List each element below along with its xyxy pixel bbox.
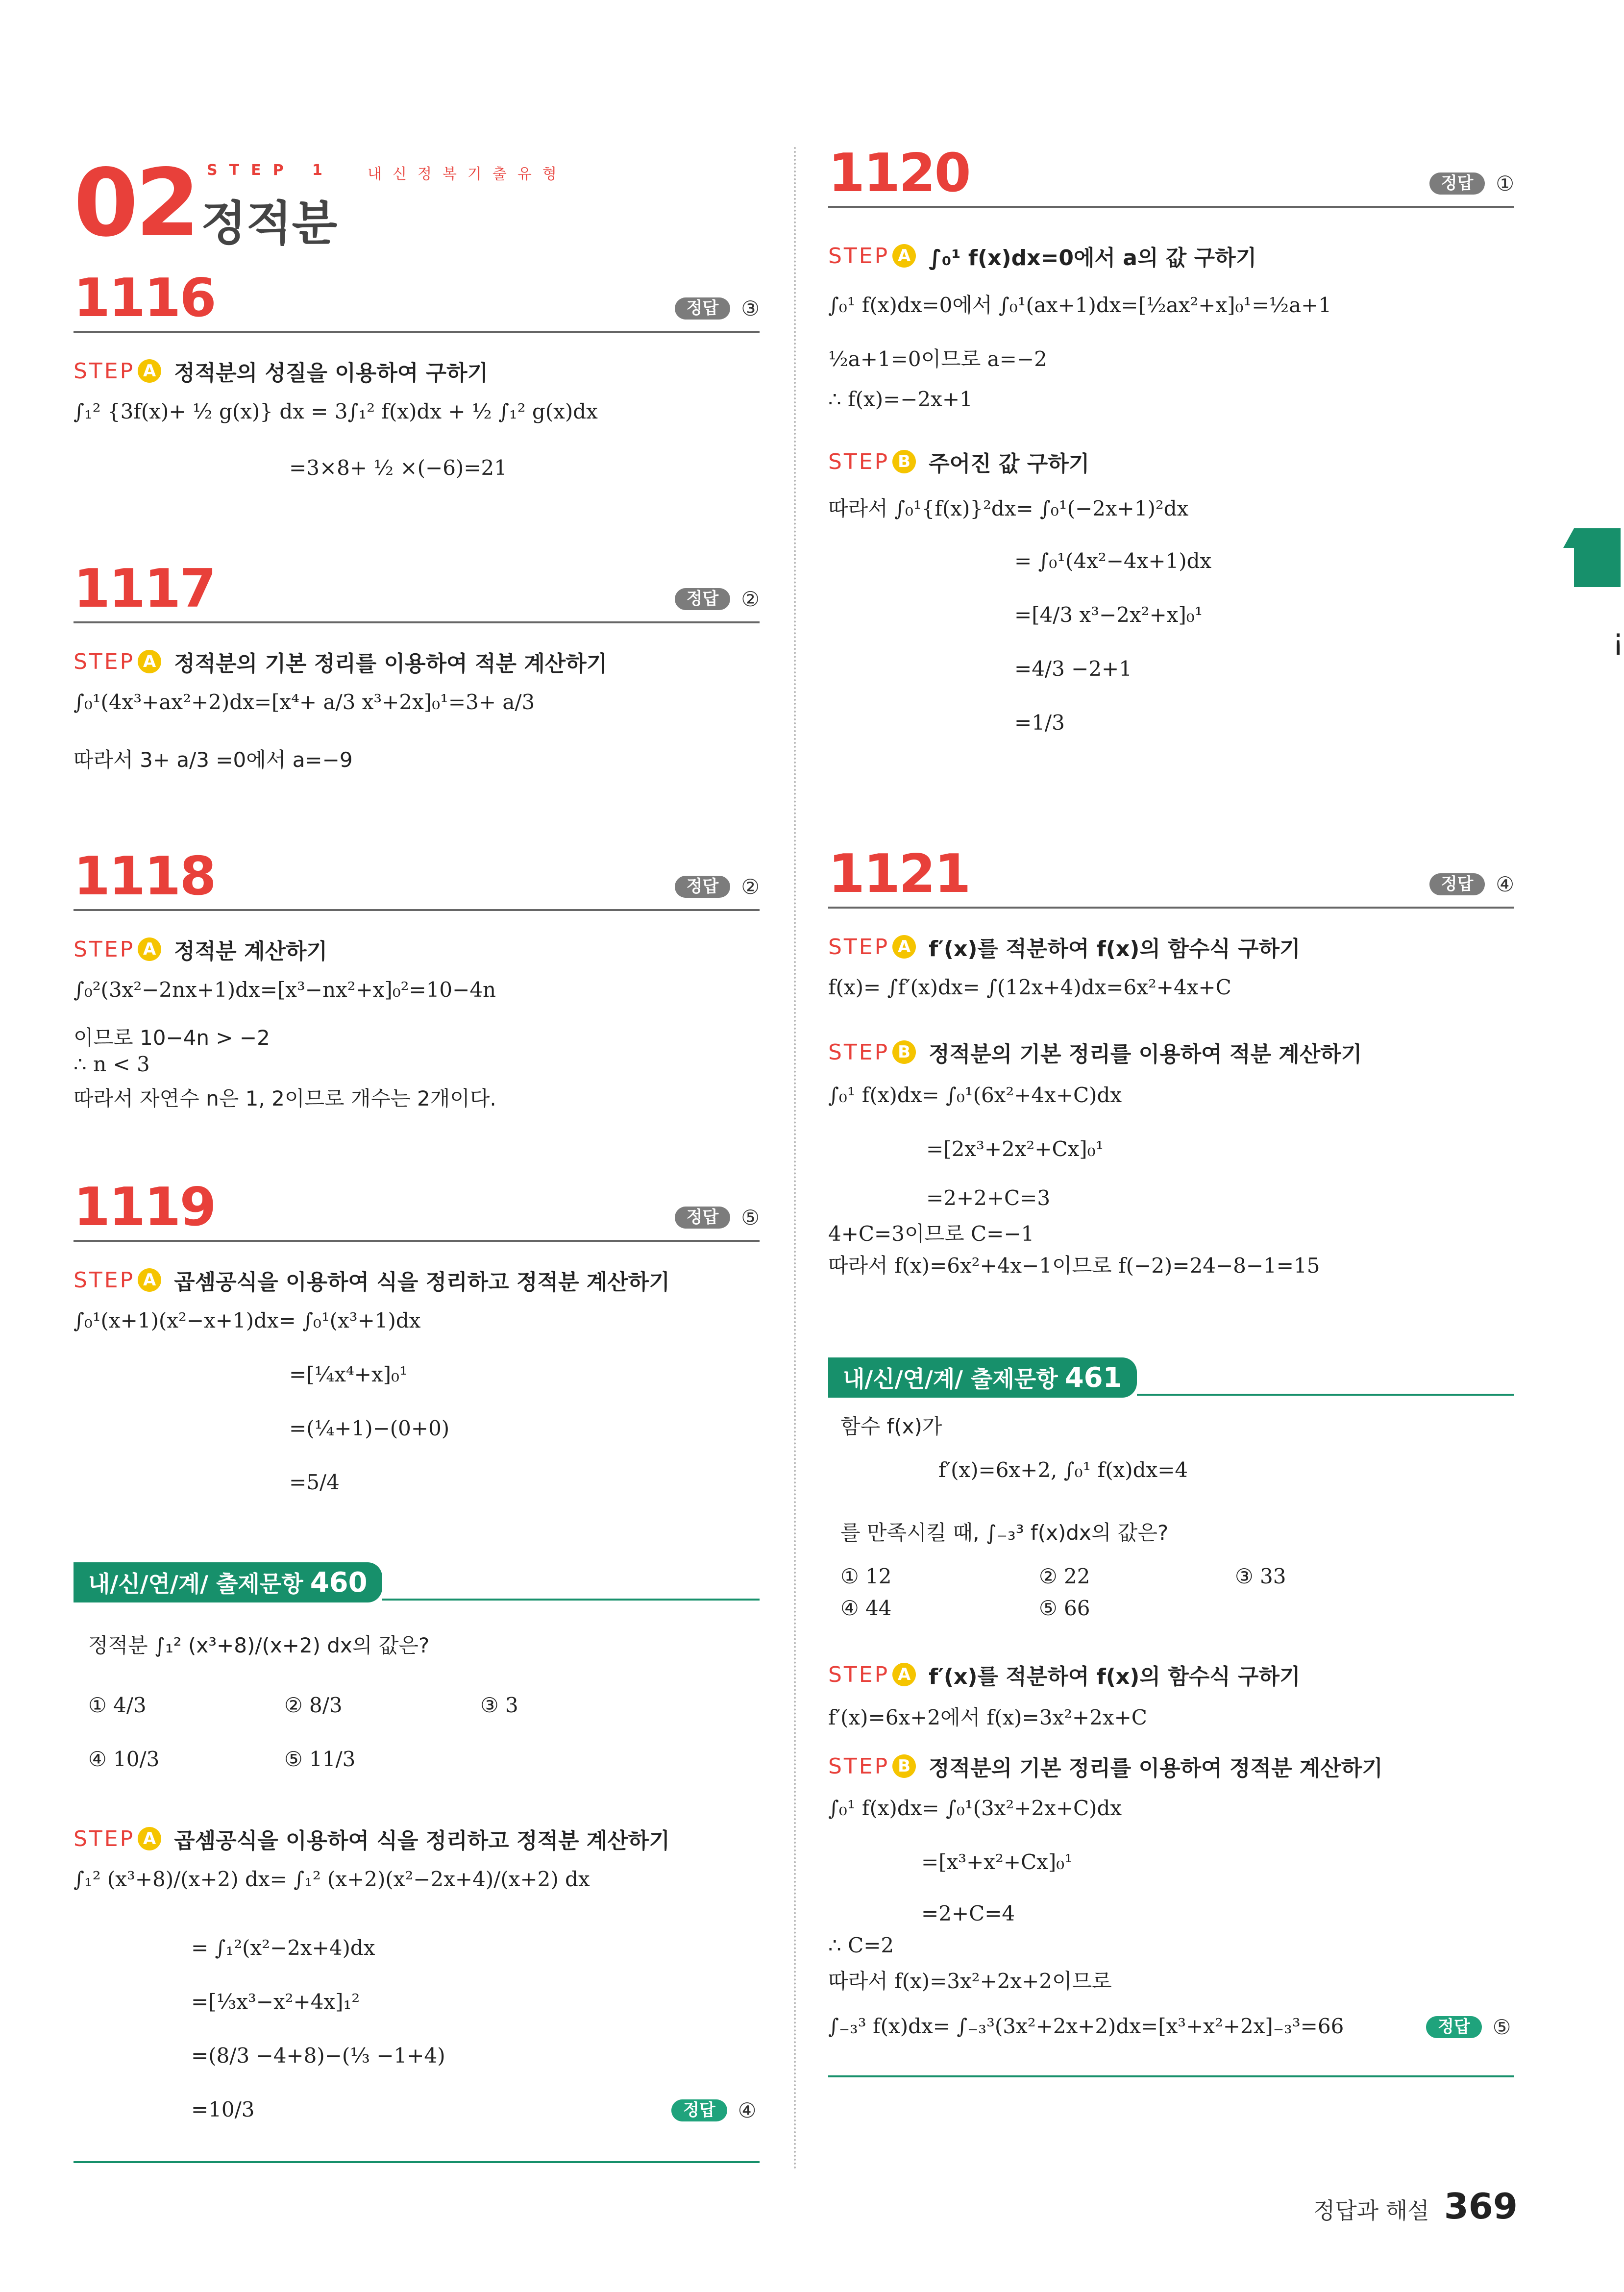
step-a — [74, 1264, 670, 1296]
problem-header — [74, 268, 760, 333]
step-b-circle: B — [892, 450, 916, 473]
solution-line: ∴ n < 3 — [74, 1052, 150, 1076]
solution-line: 따라서 f(x)=3x²+2x+2이므로 — [828, 1969, 1112, 1993]
box461-step-a — [828, 1659, 1301, 1690]
choice: ⑤ 11/3 — [284, 1747, 356, 1771]
solution-line: =4/3 −2+1 — [1014, 657, 1132, 681]
solution-line: 따라서 3+ a/3 =0에서 a=−9 — [74, 748, 353, 772]
step-word: STEP — [828, 1662, 890, 1687]
solution-line: =2+C=4 — [921, 1901, 1015, 1925]
problem-number: 1119 — [74, 1177, 215, 1238]
box460-answer-badge — [671, 2098, 756, 2122]
solution-line: ∫₋₃³ f(x)dx= ∫₋₃³(3x²+2x+2)dx=[x³+x²+2x]₋₃³=66 — [828, 2014, 1344, 2038]
related-problem-label — [74, 1562, 382, 1602]
answer-value: ④ — [738, 2098, 757, 2122]
step-word: STEP — [828, 934, 890, 960]
related-question-line: 를 만족시킬 때, ∫₋₃³ f(x)dx의 값은? — [840, 1521, 1169, 1545]
solution-line: 따라서 ∫₀¹{f(x)}²dx= ∫₀¹(−2x+1)²dx — [828, 496, 1189, 520]
step-a-circle: A — [138, 1827, 161, 1850]
footer-text: 정답과 해설 — [1313, 2197, 1429, 2224]
related-label-text: 내/신/연/계/ 출제문항 — [88, 1571, 303, 1597]
answer-value: ④ — [1496, 872, 1514, 896]
choice: ① 4/3 — [88, 1693, 147, 1717]
solution-line: ∫₁² {3f(x)+ ½ g(x)} dx = 3∫₁² f(x)dx + ½ ∫₁² g(x)dx — [74, 399, 598, 423]
answer-value: ② — [741, 587, 760, 611]
related-problem-number: 461 — [1064, 1361, 1122, 1394]
answer-value: ③ — [741, 296, 760, 320]
choice: ① 12 — [840, 1564, 892, 1588]
answer-tag: 정답 — [675, 1207, 731, 1229]
step-word: STEP — [74, 649, 135, 674]
step-b-circle: B — [892, 1754, 916, 1778]
answer-tag: 정답 — [675, 588, 731, 610]
solution-line: =3×8+ ½ ×(−6)=21 — [289, 456, 507, 480]
step-a-circle: A — [138, 1268, 161, 1292]
solution-line: =5/4 — [289, 1470, 340, 1494]
step-a — [74, 646, 607, 677]
choice: ⑤ 66 — [1039, 1596, 1090, 1620]
problem-1118 — [74, 846, 760, 1125]
header-rule — [1137, 1394, 1514, 1396]
step-word: STEP — [74, 358, 135, 384]
step-a-title: ∫₀¹ f(x)dx=0에서 a의 값 구하기 — [929, 246, 1257, 271]
problem-1117 — [74, 558, 760, 798]
step-a — [74, 355, 488, 387]
problem-header — [828, 143, 1514, 208]
step-a-title: 곱셈공식을 이용하여 식을 정리하고 정적분 계산하기 — [174, 1828, 670, 1853]
step-a-circle: A — [892, 935, 916, 959]
answer-badge — [1429, 872, 1514, 896]
answer-badge — [675, 875, 760, 899]
header-rule — [382, 1599, 760, 1601]
solution-line: =10/3 — [191, 2097, 255, 2121]
solution-line: =[¼x⁴+x]₀¹ — [289, 1362, 408, 1386]
related-question-line: 함수 f(x)가 — [840, 1414, 942, 1438]
solution-line: ∫₀¹(x+1)(x²−x+1)dx= ∫₀¹(x³+1)dx — [74, 1308, 421, 1332]
solution-line: =[4/3 x³−2x²+x]₀¹ — [1014, 603, 1203, 627]
solution-line: ∫₀²(3x²−2nx+1)dx=[x³−nx²+x]₀²=10−4n — [74, 978, 496, 1002]
choice: ④ 10/3 — [88, 1747, 160, 1771]
problem-header — [74, 846, 760, 911]
problem-1121 — [828, 843, 1514, 1289]
step-a — [828, 931, 1301, 962]
related-problem-461-header — [828, 1357, 1514, 1398]
step-a-title: 곱셈공식을 이용하여 식을 정리하고 정적분 계산하기 — [174, 1270, 670, 1295]
step-b-title: 주어진 값 구하기 — [929, 451, 1090, 476]
problem-1119 — [74, 1177, 760, 1524]
column-divider — [794, 147, 796, 2171]
solution-line: ∫₁² (x³+8)/(x+2) dx= ∫₁² (x+2)(x²−2x+4)/(x+2) dx — [74, 1867, 590, 1891]
step-a-title: 정적분 계산하기 — [174, 939, 327, 964]
solution-line: ∫₀¹ f(x)dx= ∫₀¹(6x²+4x+C)dx — [828, 1083, 1122, 1107]
answer-tag: 정답 — [675, 297, 731, 320]
box461-step-b — [828, 1750, 1383, 1782]
step-word: STEP — [74, 937, 135, 962]
choice: ② 8/3 — [284, 1693, 343, 1717]
step-a-title: 정적분의 성질을 이용하여 구하기 — [174, 361, 489, 386]
solution-line: =[2x³+2x²+Cx]₀¹ — [926, 1137, 1104, 1161]
related-question: 정적분 ∫₁² (x³+8)/(x+2) dx의 값은? — [88, 1633, 430, 1657]
step-word: STEP — [828, 1753, 890, 1779]
solution-line: 따라서 f(x)=6x²+4x−1이므로 f(−2)=24−8−1=15 — [828, 1254, 1320, 1278]
solution-line: 4+C=3이므로 C=−1 — [828, 1222, 1034, 1246]
related-problem-460-header — [74, 1562, 760, 1602]
box460-step-a — [74, 1823, 670, 1854]
answer-badge — [675, 296, 760, 320]
step-b-title: 정적분의 기본 정리를 이용하여 정적분 계산하기 — [929, 1756, 1383, 1781]
answer-badge — [675, 1206, 760, 1230]
step-word: STEP — [828, 1039, 890, 1065]
problem-number: 1121 — [828, 843, 970, 905]
step-word: STEP — [828, 449, 890, 474]
solution-line: =(8/3 −4+8)−(⅓ −1+4) — [191, 2044, 445, 2068]
box461-answer-badge — [1426, 2015, 1511, 2039]
solution-line: f(x)= ∫f′(x)dx= ∫(12x+4)dx=6x²+4x+C — [828, 975, 1231, 999]
related-label-text: 내/신/연/계/ 출제문항 — [843, 1366, 1058, 1392]
problem-header — [828, 843, 1514, 909]
solution-line: =[⅓x³−x²+4x]₁² — [191, 1990, 360, 2014]
answer-tag: 정답 — [1426, 2016, 1482, 2038]
chapter-number: 02 — [74, 149, 197, 257]
answer-value: ⑤ — [1492, 2015, 1511, 2039]
step-a-circle: A — [892, 244, 916, 268]
problem-number: 1120 — [828, 143, 970, 204]
solution-line: = ∫₁²(x²−2x+4)dx — [191, 1936, 375, 1960]
box461-bottom-rule — [828, 2075, 1514, 2077]
answer-value: ① — [1496, 172, 1514, 196]
step-a-circle: A — [138, 359, 161, 383]
step-word: STEP — [74, 1267, 135, 1293]
step-a-circle: A — [138, 937, 161, 961]
answer-tag: 정답 — [1429, 173, 1485, 195]
step-b-circle: B — [892, 1040, 916, 1064]
problem-1116 — [74, 268, 760, 527]
side-index-tab — [1574, 528, 1621, 587]
step-a-title: 정적분의 기본 정리를 이용하여 적분 계산하기 — [174, 651, 608, 676]
solution-line: f′(x)=6x+2에서 f(x)=3x²+2x+C — [828, 1705, 1147, 1729]
solution-line: 따라서 자연수 n은 1, 2이므로 개수는 2개이다. — [74, 1086, 496, 1110]
solution-line: ∫₀¹ f(x)dx=0에서 ∫₀¹(ax+1)dx=[½ax²+x]₀¹=½a+1 — [828, 293, 1332, 317]
step-b — [828, 446, 1089, 477]
solution-line: =[x³+x²+Cx]₀¹ — [921, 1850, 1073, 1874]
problem-header — [74, 558, 760, 623]
box460-bottom-rule — [74, 2161, 760, 2163]
problem-1120 — [828, 143, 1514, 755]
solution-line: ∴ f(x)=−2x+1 — [828, 387, 973, 411]
solution-line: ∫₀¹ f(x)dx= ∫₀¹(3x²+2x+C)dx — [828, 1796, 1122, 1820]
step-word: STEP — [74, 1826, 135, 1851]
answer-tag: 정답 — [675, 876, 731, 898]
problem-number: 1117 — [74, 558, 215, 619]
problem-header — [74, 1177, 760, 1242]
solution-line: =2+2+C=3 — [926, 1186, 1051, 1210]
problem-number: 1116 — [74, 268, 215, 329]
step-a — [74, 934, 327, 965]
answer-badge — [675, 587, 760, 611]
choice: ③ 3 — [480, 1693, 518, 1717]
page-footer — [1313, 2186, 1518, 2227]
chapter-title: 정적분 — [201, 196, 338, 251]
solution-line: =(¼+1)−(0+0) — [289, 1416, 450, 1440]
step-a — [828, 240, 1256, 271]
solution-line: =1/3 — [1014, 711, 1065, 735]
step-a-title: f′(x)를 적분하여 f(x)의 함수식 구하기 — [929, 1664, 1301, 1689]
page-number: 369 — [1444, 2186, 1518, 2227]
answer-tag: 정답 — [671, 2099, 727, 2121]
solution-line: = ∫₀¹(4x²−4x+1)dx — [1014, 549, 1212, 573]
choice: ④ 44 — [840, 1596, 892, 1620]
chapter-step: STEP 1 — [207, 162, 334, 179]
solution-line: 이므로 10−4n > −2 — [74, 1026, 270, 1050]
solution-line: ∫₀¹(4x³+ax²+2)dx=[x⁴+ a/3 x³+2x]₀¹=3+ a/3 — [74, 690, 535, 714]
choice: ③ 33 — [1235, 1564, 1286, 1588]
solution-line: ½a+1=0이므로 a=−2 — [828, 347, 1047, 371]
chapter-subtitle: 내신정복기출유형 — [368, 166, 567, 183]
related-problem-number: 460 — [310, 1566, 368, 1599]
step-b-title: 정적분의 기본 정리를 이용하여 적분 계산하기 — [929, 1042, 1362, 1067]
solution-line: ∴ C=2 — [828, 1933, 894, 1957]
step-word: STEP — [828, 243, 890, 269]
answer-value: ② — [741, 875, 760, 899]
problem-number: 1118 — [74, 846, 215, 907]
answer-value: ⑤ — [741, 1206, 760, 1230]
side-mark: ¡ — [1612, 622, 1624, 657]
step-b — [828, 1036, 1362, 1068]
choice: ② 22 — [1039, 1564, 1090, 1588]
related-problem-label — [828, 1357, 1137, 1398]
step-a-circle: A — [138, 650, 161, 673]
answer-badge — [1429, 172, 1514, 196]
step-a-title: f′(x)를 적분하여 f(x)의 함수식 구하기 — [929, 937, 1301, 961]
related-question-line: f′(x)=6x+2, ∫₀¹ f(x)dx=4 — [938, 1458, 1188, 1482]
answer-tag: 정답 — [1429, 873, 1485, 895]
step-a-circle: A — [892, 1663, 916, 1686]
